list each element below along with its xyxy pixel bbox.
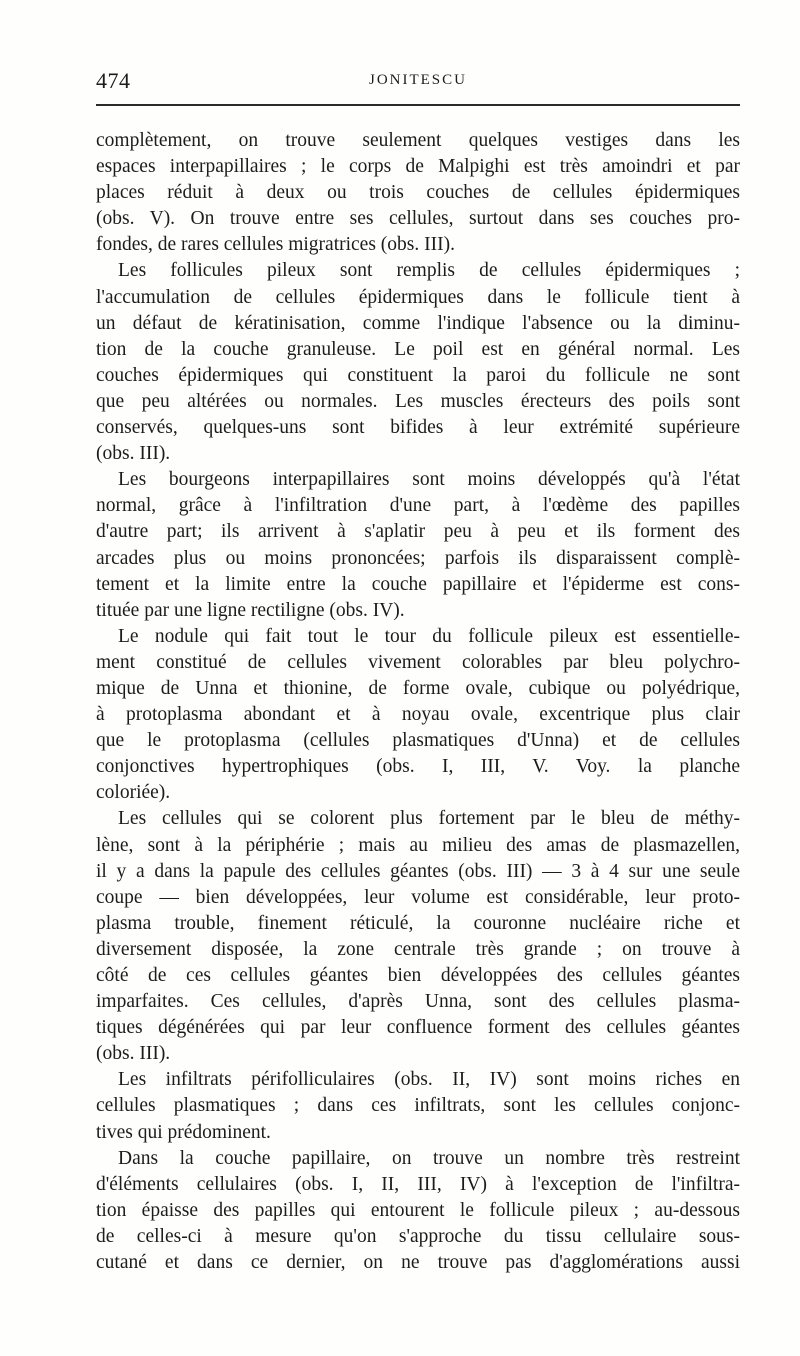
text-line: Les follicules pileux sont remplis de cellules épidermiques ;: [118, 260, 740, 282]
paragraph: [96, 258, 740, 467]
page-number: 474: [96, 68, 131, 93]
paragraph: [96, 1067, 740, 1145]
header-rule: [96, 104, 740, 106]
text-line: d'autre part; ils arrivent à s'aplatir peu à peu et ils forment des: [96, 521, 740, 543]
body-text: [96, 128, 740, 1276]
text-line: que peu altérées ou normales. Les muscles érecteurs des poils sont: [96, 390, 740, 412]
text-line: Les bourgeons interpapillaires sont moins développés qu'à l'état: [118, 469, 740, 491]
text-line: espaces interpapillaires ; le corps de Malpighi est très amoindri et par: [96, 156, 740, 178]
paragraph: [96, 624, 740, 807]
text-line: lène, sont à la périphérie ; mais au milieu des amas de plasmazellen,: [96, 834, 740, 856]
text-line: Les cellules qui se colorent plus fortement par le bleu de méthy-: [118, 808, 740, 830]
page-header: [96, 68, 740, 100]
text-line: il y a dans la papule des cellules géantes (obs. III) — 3 à 4 sur une seule: [96, 860, 740, 882]
text-line: Dans la couche papillaire, on trouve un nombre très restreint: [118, 1147, 740, 1169]
text-line: un défaut de kératinisation, comme l'indique l'absence ou la diminu-: [96, 312, 740, 334]
paragraph: [96, 467, 740, 624]
text-line: côté de ces cellules géantes bien développées des cellules géantes: [96, 965, 740, 986]
text-line: d'éléments cellulaires (obs. I, II, III, IV) à l'exception de l'infiltra-: [96, 1173, 740, 1195]
text-line: mique de Unna et thionine, de forme ovale, cubique ou polyédrique,: [96, 677, 740, 699]
text-line: tion de la couche granuleuse. Le poil est en général normal. Les: [96, 338, 740, 360]
text-line: cellules plasmatiques ; dans ces infiltrats, sont les cellules conjonc-: [96, 1095, 740, 1117]
text-line: que le protoplasma (cellules plasmatiques d'Unna) et de cellules: [96, 730, 740, 752]
text-line: arcades plus ou moins prononcées; parfois ils disparaissent complè-: [96, 547, 740, 569]
text-line: conjonctives hypertrophiques (obs. I, III, V. Voy. la planche: [96, 756, 740, 778]
paragraph: [96, 1146, 740, 1276]
text-line: tiques dégénérées qui par leur confluence forment des cellules géantes: [96, 1017, 740, 1039]
text-line: (obs. III).: [96, 443, 171, 465]
text-line: de celles-ci à mesure qu'on s'approche du tissu cellulaire sous-: [96, 1225, 740, 1247]
text-line: couches épidermiques qui constituent la paroi du follicule ne sont: [96, 364, 740, 386]
text-line: places réduit à deux ou trois couches de cellules épidermiques: [96, 182, 740, 204]
text-line: tituée par une ligne rectiligne (obs. IV).: [96, 599, 405, 621]
text-line: tion épaisse des papilles qui entourent le follicule pileux ; au-dessous: [96, 1199, 740, 1221]
text-line: coupe — bien développées, leur volume est considérable, leur proto-: [96, 886, 740, 908]
text-line: conservés, quelques-uns sont bifides à leur extrémité supérieure: [96, 417, 740, 439]
text-line: imparfaites. Ces cellules, d'après Unna, sont des cellules plasma-: [96, 991, 740, 1013]
running-head: JONITESCU: [368, 72, 467, 88]
text-line: normal, grâce à l'infiltration d'une part, à l'œdème des papilles: [96, 495, 740, 517]
text-line: l'accumulation de cellules épidermiques dans le follicule tient à: [96, 286, 740, 308]
paragraph: [96, 806, 740, 1067]
paragraph: [96, 128, 740, 258]
text-line: plasma trouble, finement réticulé, la couronne nucléaire riche et: [96, 912, 740, 934]
text-line: (obs. V). On trouve entre ses cellules, surtout dans ses couches pro-: [96, 208, 740, 230]
text-line: fondes, de rares cellules migratrices (obs. III).: [96, 234, 455, 256]
text-line: (obs. III).: [96, 1043, 171, 1065]
text-line: tement et la limite entre la couche papillaire et l'épiderme est cons-: [96, 573, 740, 595]
text-line: à protoplasma abondant et à noyau ovale, excentrique plus clair: [96, 704, 740, 726]
text-line: ment constitué de cellules vivement colorables par bleu polychro-: [96, 651, 740, 673]
text-line: Le nodule qui fait tout le tour du follicule pileux est essentielle-: [118, 625, 740, 647]
text-line: tives qui prédominent.: [96, 1121, 271, 1143]
text-line: coloriée).: [96, 782, 171, 804]
text-line: Les infiltrats périfolliculaires (obs. II, IV) sont moins riches en: [118, 1069, 740, 1091]
text-line: complètement, on trouve seulement quelques vestiges dans les: [96, 130, 740, 151]
text-line: cutané et dans ce dernier, on ne trouve pas d'agglomérations aussi: [96, 1252, 740, 1274]
text-line: diversement disposée, la zone centrale très grande ; on trouve à: [96, 938, 740, 960]
